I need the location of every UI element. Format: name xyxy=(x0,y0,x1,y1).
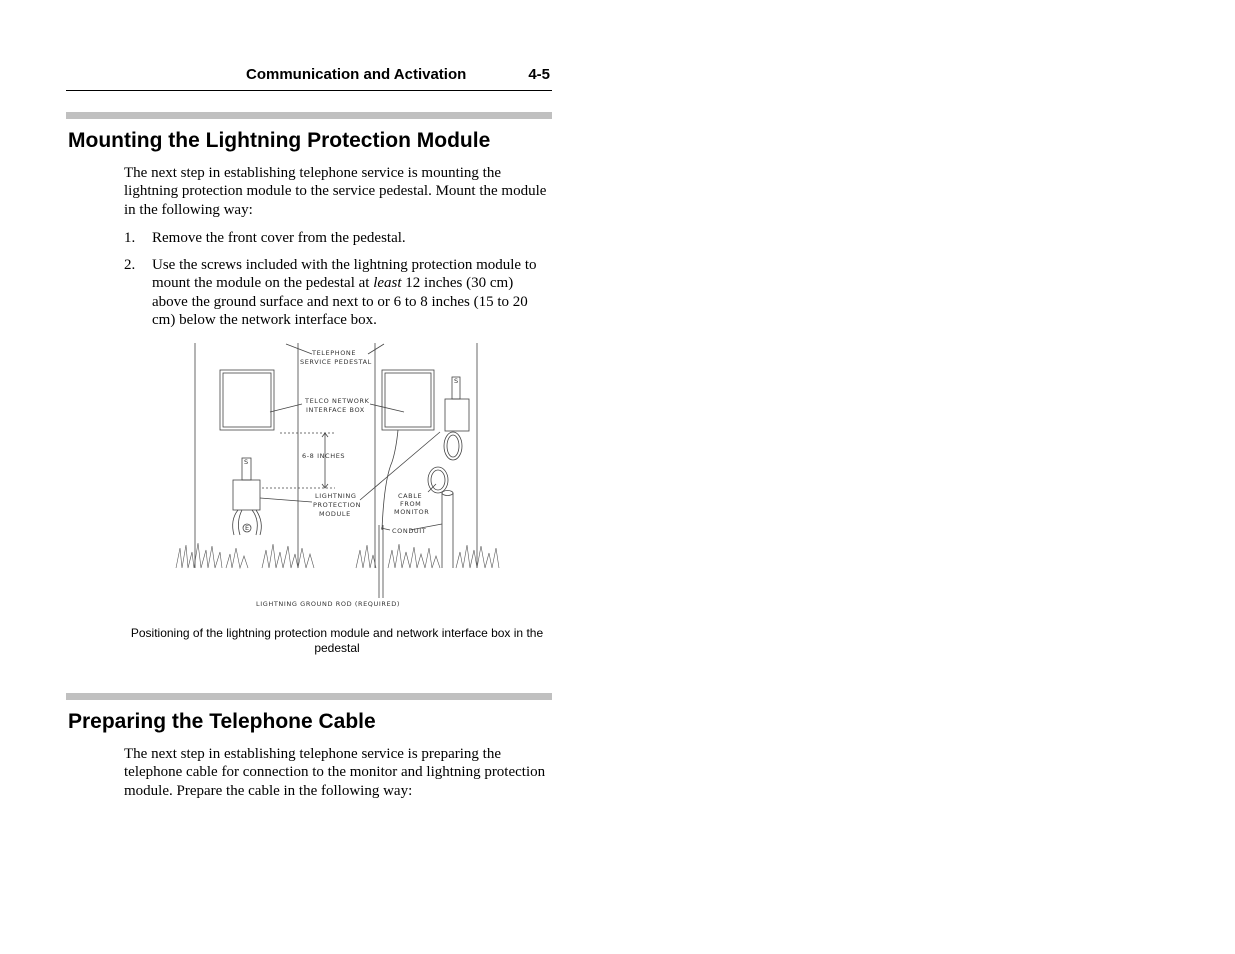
label-distance: 6-8 INCHES xyxy=(302,452,346,460)
label-s-left: S xyxy=(244,458,249,466)
label-service-pedestal: SERVICE PEDESTAL xyxy=(300,358,372,366)
paragraph-text: The next step in establishing telephone service is preparing the telephone cable for connection to the monitor and lightning protection module. Prepare the cable in the following way: xyxy=(124,746,546,799)
step-text-end: 12 inches (30 cm) above the ground surface and next to or 6 to 8 inches (15 to 20 cm) below the network interface box. xyxy=(152,275,528,328)
step-text: Remove the front cover from the pedestal. xyxy=(152,230,406,246)
step-text xyxy=(152,256,552,329)
chapter-title: Communication and Activation xyxy=(246,66,467,83)
emphasis-text: least xyxy=(373,275,402,292)
page-number: 4-5 xyxy=(528,66,550,83)
label-telco-network: TELCO NETWORK xyxy=(305,397,370,405)
label-s-right: S xyxy=(454,377,459,385)
section-divider xyxy=(66,112,552,119)
label-from: FROM xyxy=(400,500,422,508)
section-heading-mounting: Mounting the Lightning Protection Module xyxy=(68,129,491,152)
step-number: 1. xyxy=(124,230,136,246)
paragraph-text: The next step in establishing telephone service is mounting the lightning protection module to the service pedestal. Mount the module in the following way: xyxy=(124,165,547,218)
preparing-intro-paragraph xyxy=(124,745,552,800)
label-conduit: CONDUIT xyxy=(392,527,427,535)
section-divider xyxy=(66,693,552,700)
label-cable: CABLE xyxy=(398,492,423,500)
step-text-start: Use the screws included with the lightning protection module to mount the module on the pedestal at xyxy=(152,257,537,292)
label-telephone: TELEPHONE xyxy=(312,349,357,357)
figure-caption: Positioning of the lightning protection module and network interface box in the pedestal xyxy=(130,626,544,655)
label-monitor: MONITOR xyxy=(394,508,430,516)
section-heading-preparing: Preparing the Telephone Cable xyxy=(68,710,376,733)
running-header xyxy=(66,64,552,91)
step-number: 2. xyxy=(124,257,136,273)
pedestal-diagram-svg xyxy=(170,340,510,612)
label-interface-box: INTERFACE BOX xyxy=(306,406,365,414)
label-ground-rod: LIGHTNING GROUND ROD (REQUIRED) xyxy=(256,600,400,608)
label-lightning: LIGHTNING xyxy=(315,492,357,500)
label-protection: PROTECTION xyxy=(313,501,362,509)
mounting-intro-paragraph xyxy=(124,164,552,219)
pedestal-diagram xyxy=(170,340,510,612)
label-module: MODULE xyxy=(319,510,351,518)
label-e-mark: E xyxy=(245,524,250,532)
